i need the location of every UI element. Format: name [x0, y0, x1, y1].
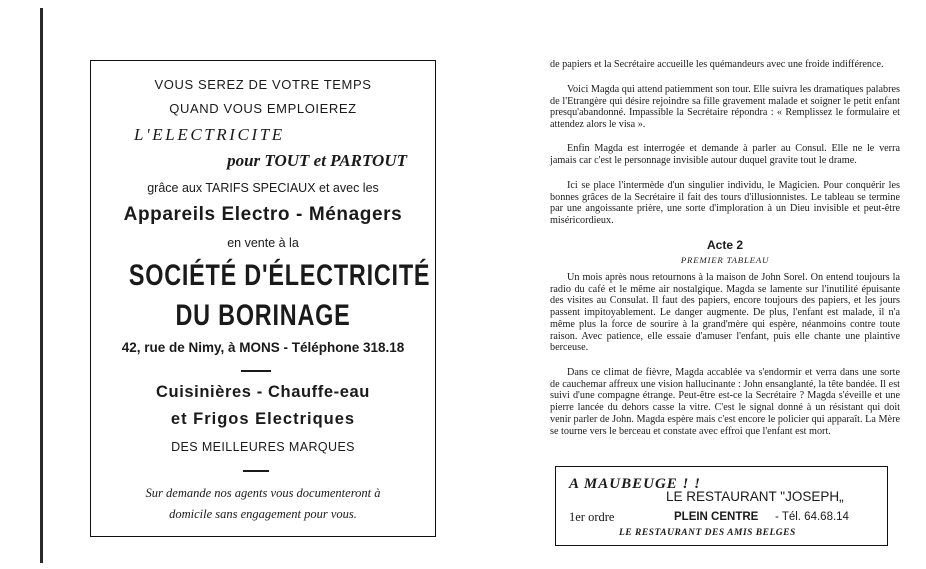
ad-domicile: domicile sans engagement pour vous. — [169, 507, 357, 521]
electricity-advertisement — [90, 60, 436, 537]
paragraph — [550, 180, 900, 227]
ad-electricite: L'ELECTRICITE — [134, 125, 285, 144]
paragraph-text: Un mois après nous retournons à la maison de John Sorel. On entend toujours la radio du café et le même air nostalgique. Magda se lamente sur l'inutilité épuisante des visites au Consulat. Il faut des papiers, encore toujours des papiers, et les jours passent impitoyablement. Le danger augmente. De plus, l'enfant est malade, il n'a même plus la force de sourire à la grand'mère qui espère, néanmoins contre toute raison. Avec patience, elle essaie d'amuser l'enfant, puis elle chante une plaintive berceuse. — [550, 272, 900, 354]
ad-company-region: DU BORINAGE — [175, 299, 351, 332]
ad-divider-2 — [243, 470, 269, 472]
restaurant-location-detail: PLEIN CENTRE — [674, 511, 759, 523]
paragraph-text: Dans ce climat de fièvre, Magda accablée va s'endormir et verra dans une sorte de cauchemar affreux une vision hallucinante : John ensanglanté, la tête bandée. Il est suivi d'une compagne étrange. Peut-être est-ce la Secrétaire ? Magda s'éveille et une pierre lancée du dehors casse la vitre. C'est le signal donné à un résistant qui doit venir parler de John. Magda espère mais c'est encore le policier qui apparaît. La Mère se tourne vers le berceau et constate avec effroi que l'enfant est mort. — [550, 367, 900, 437]
paragraph-text: Enfin Magda est interrogée et demande à parler au Consul. Elle ne le verra jamais car c'est le personnage invisible autour duquel gravite tout le drame. — [550, 143, 900, 166]
ad-tarifs: grâce aux TARIFS SPECIAUX et avec les — [147, 181, 379, 195]
paragraph-text: de papiers et la Secrétaire accueille les quémandeurs avec une froide indifférence. — [550, 59, 884, 70]
right-page — [470, 0, 926, 569]
ad-company-name: SOCIÉTÉ D'ÉLECTRICITÉ — [128, 259, 431, 292]
ad-line-2: QUAND VOUS EMPLOIEREZ — [169, 101, 357, 116]
paragraph — [550, 84, 900, 131]
restaurant-rank: 1er ordre — [569, 510, 615, 524]
ad-appareils: Appareils Electro - Ménagers — [123, 204, 403, 225]
paragraph — [550, 143, 900, 166]
act-heading: Acte 2 — [706, 238, 744, 252]
ad-line-1: VOUS SEREZ DE VOTRE TEMPS — [154, 77, 372, 92]
ad-frigos: et Frigos Electriques — [170, 410, 356, 428]
ad-demande: Sur demande nos agents vous documenteront à — [145, 486, 381, 500]
ad-cuisinieres: Cuisinières - Chauffe-eau — [156, 383, 370, 401]
restaurant-tagline: LE RESTAURANT DES AMIS BELGES — [619, 528, 796, 538]
tableau-subheading: PREMIER TABLEAU — [680, 255, 770, 265]
paragraph — [550, 367, 900, 437]
paragraph — [550, 272, 900, 354]
ad-en-vente: en vente à la — [227, 236, 299, 250]
ad-address: 42, rue de Nimy, à MONS - Téléphone 318.18 — [121, 340, 405, 355]
restaurant-location: A MAUBEUGE ! ! — [569, 476, 701, 492]
paragraph-text: Ici se place l'intermède d'un singulier individu, le Magicien. Pour conquérir les bonnes grâces de la Secrétaire il fait des tours d'illusionnistes. Le tableau se termine par une angoissante prière, une sorte d'imploration à un Dieu invisible et peut-être miséricordieux. — [550, 180, 900, 227]
ad-divider-1 — [241, 370, 271, 372]
restaurant-name: LE RESTAURANT "JOSEPH„ — [666, 489, 844, 504]
restaurant-phone: - Tél. 64.68.14 — [775, 511, 849, 523]
restaurant-advertisement — [555, 466, 888, 546]
paragraph-text: Voici Magda qui attend patiemment son tour. Elle suivra les dramatiques palabres de l'Etrangère qui désire rejoindre sa fille gravement malade et soigner le petit enfant presqu'abandonné. Impassible la Secrétaire répondra : « Remplissez le formulaire et attendez alors le visa ». — [550, 84, 900, 131]
ad-marques: DES MEILLEURES MARQUES — [171, 440, 355, 454]
ad-tout-partout: pour TOUT et PARTOUT — [227, 151, 407, 170]
paragraph — [550, 59, 900, 71]
